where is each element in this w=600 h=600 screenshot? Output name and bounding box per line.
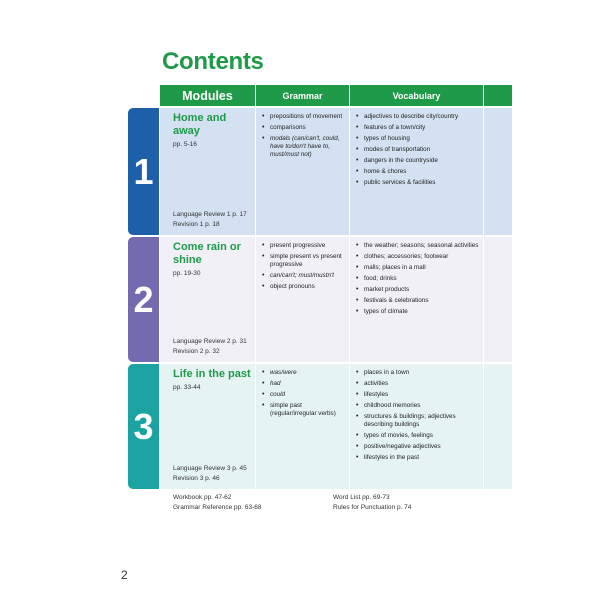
header-modules: Modules <box>160 85 256 106</box>
spacer-cell <box>484 364 512 489</box>
module-title-line: Home and <box>173 112 227 124</box>
table-header <box>160 85 512 106</box>
revision: Revision 3 p. 46 <box>173 475 220 482</box>
list-item: • object pronouns <box>261 283 345 291</box>
vocabulary-list <box>355 242 479 316</box>
workbook-ref: Workbook pp. 47-62 <box>173 494 232 501</box>
revision: Revision 2 p. 32 <box>173 348 220 355</box>
module-title <box>173 112 251 138</box>
grammar-cell <box>256 108 350 235</box>
list-item: • clothes; accessories; footwear <box>355 253 479 261</box>
grammar-list <box>261 113 345 159</box>
list-item: • simple past (regular/irregular verbs) <box>261 402 345 418</box>
list-item: • modals (can/can't, could, have to/don't have to, must/must not) <box>261 135 345 159</box>
header-grammar: Grammar <box>256 85 350 106</box>
list-item: • types of climate <box>355 308 479 316</box>
module-pages: pp. 33-44 <box>173 384 201 391</box>
module-pages: pp. 19-30 <box>173 270 201 277</box>
language-review: Language Review 2 p. 31 <box>173 338 247 345</box>
module-row-3 <box>128 364 512 489</box>
spacer-cell <box>484 237 512 362</box>
grammar-cell <box>256 364 350 489</box>
list-item: • dangers in the countryside <box>355 157 479 165</box>
list-item: • adjectives to describe city/country <box>355 113 479 121</box>
word-list-ref: Word List pp. 69-73 <box>333 494 390 501</box>
list-item: • structures & buildings; adjectives describing buildings <box>355 413 479 429</box>
module-pages: pp. 5-16 <box>173 141 197 148</box>
list-item: • lifestyles in the past <box>355 454 479 462</box>
module-title <box>173 241 251 267</box>
vocabulary-cell <box>350 364 484 489</box>
vocabulary-list <box>355 113 479 187</box>
module-number: 1 <box>128 108 159 235</box>
spacer-cell <box>484 108 512 235</box>
header-vocabulary: Vocabulary <box>350 85 484 106</box>
list-item: • positive/negative adjectives <box>355 443 479 451</box>
module-review <box>173 464 247 484</box>
page-title: Contents <box>162 48 264 75</box>
list-item: • activities <box>355 380 479 388</box>
revision: Revision 1 p. 18 <box>173 221 220 228</box>
grammar-reference-ref: Grammar Reference pp. 63-68 <box>173 504 262 511</box>
header-spacer <box>484 85 512 106</box>
list-item: • could <box>261 391 345 399</box>
list-item: • childhood memories <box>355 402 479 410</box>
list-item: • malls; places in a mall <box>355 264 479 272</box>
list-item: • market products <box>355 286 479 294</box>
vocabulary-list <box>355 369 479 462</box>
list-item: • had <box>261 380 345 388</box>
footer-right <box>333 493 411 513</box>
list-item: • was/were <box>261 369 345 377</box>
list-item: • public services & facilities <box>355 179 479 187</box>
list-item: • prepositions of movement <box>261 113 345 121</box>
list-item: • the weather; seasons; seasonal activities <box>355 242 479 250</box>
grammar-list <box>261 242 345 291</box>
list-item: • modes of transportation <box>355 146 479 154</box>
grammar-list <box>261 369 345 418</box>
module-review <box>173 210 247 230</box>
list-item: • types of movies, feelings <box>355 432 479 440</box>
module-number: 2 <box>128 237 159 362</box>
module-cell <box>160 237 256 362</box>
module-title-line: shine <box>173 254 202 266</box>
list-item: • simple present vs present progressive <box>261 253 345 269</box>
list-item: • present progressive <box>261 242 345 250</box>
list-item: • places in a town <box>355 369 479 377</box>
list-item: • can/can't; must/mustn't <box>261 272 345 280</box>
vocabulary-cell <box>350 237 484 362</box>
footer-left <box>173 493 262 513</box>
list-item: • lifestyles <box>355 391 479 399</box>
language-review: Language Review 3 p. 45 <box>173 465 247 472</box>
module-cell <box>160 364 256 489</box>
module-title-line: away <box>173 125 200 137</box>
list-item: • home & chores <box>355 168 479 176</box>
language-review: Language Review 1 p. 17 <box>173 211 247 218</box>
grammar-cell <box>256 237 350 362</box>
module-row-1 <box>128 108 512 235</box>
module-cell <box>160 108 256 235</box>
list-item: • types of housing <box>355 135 479 143</box>
module-review <box>173 337 247 357</box>
list-item: • festivals & celebrations <box>355 297 479 305</box>
module-title-line: Life in the past <box>173 368 251 380</box>
module-row-2 <box>128 237 512 362</box>
page-number: 2 <box>121 568 128 582</box>
list-item: • food; drinks <box>355 275 479 283</box>
list-item: • comparisons <box>261 124 345 132</box>
module-number: 3 <box>128 364 159 489</box>
module-title-line: Come rain or <box>173 241 241 253</box>
list-item: • features of a town/city <box>355 124 479 132</box>
vocabulary-cell <box>350 108 484 235</box>
module-title <box>173 368 251 381</box>
punctuation-ref: Rules for Punctuation p. 74 <box>333 504 412 511</box>
